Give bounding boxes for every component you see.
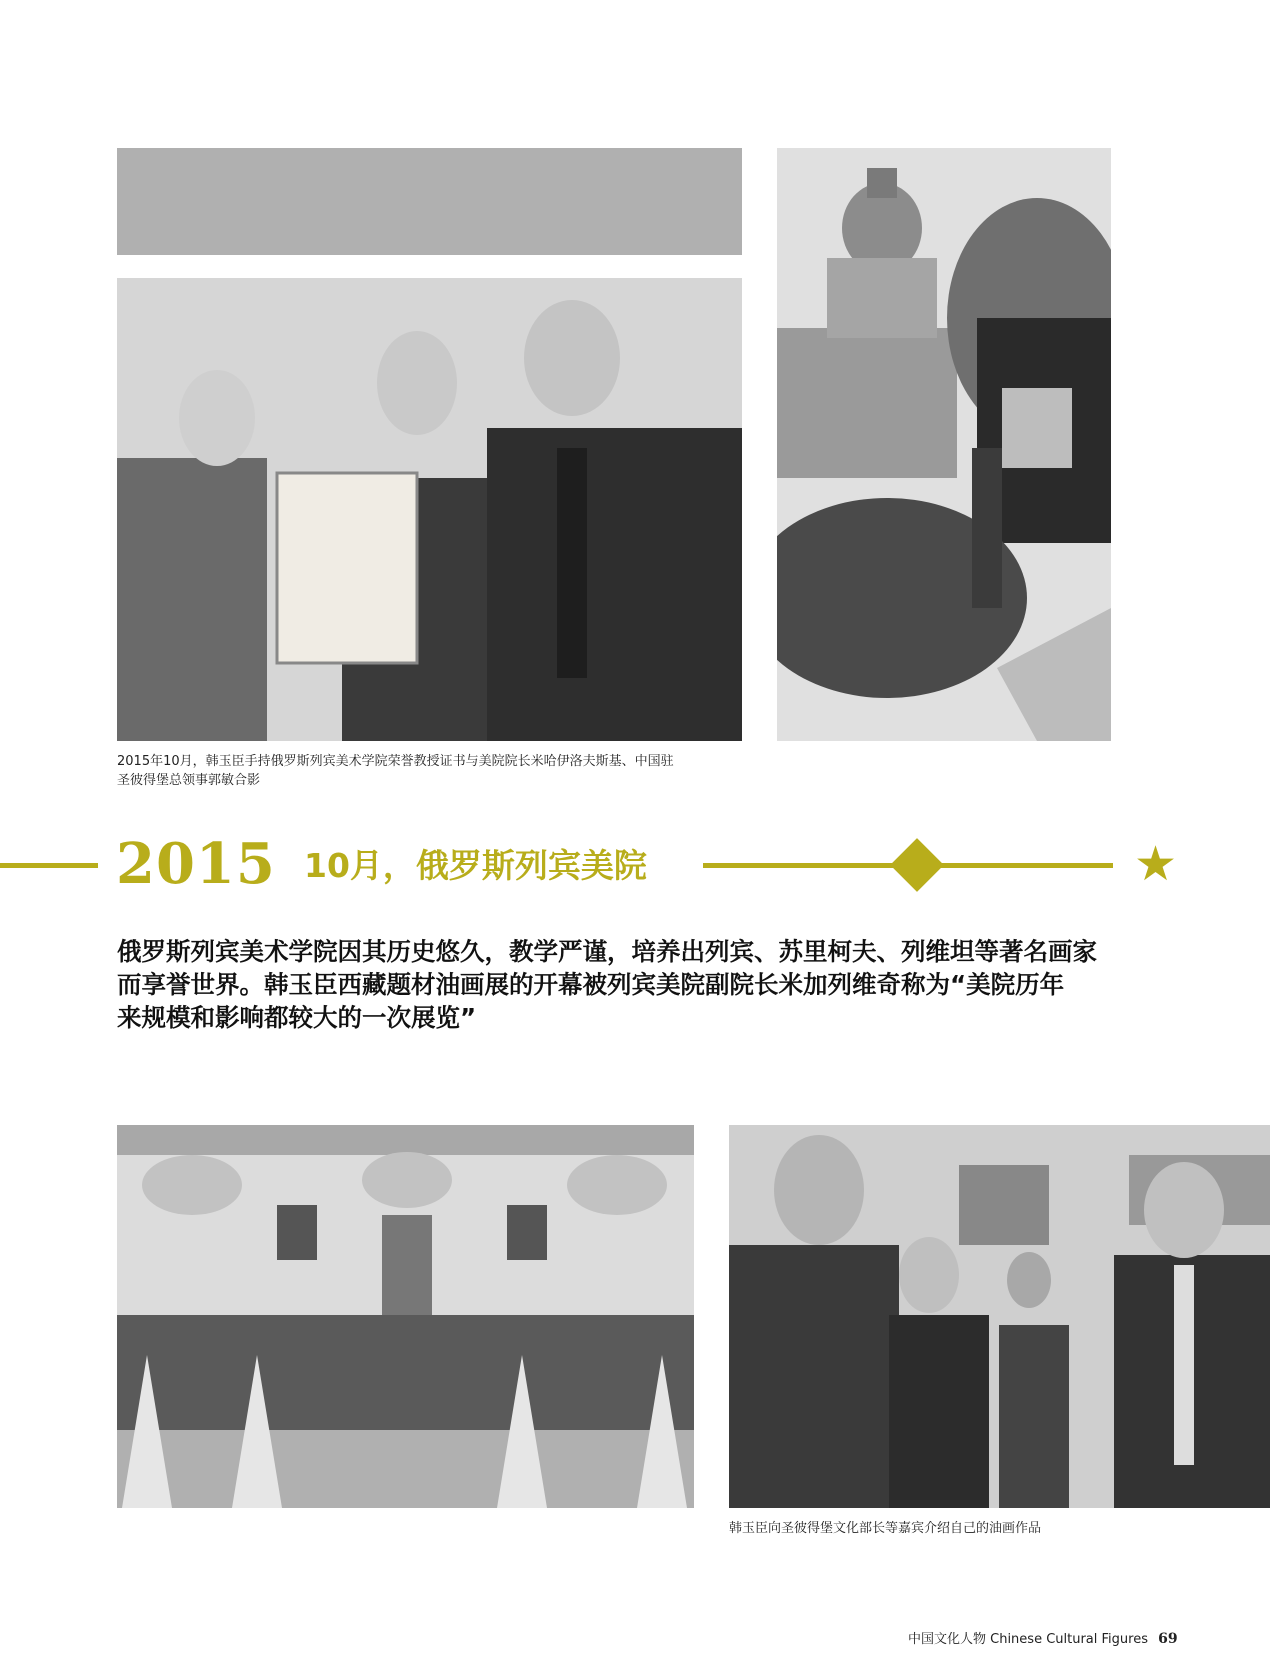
heading-left-rule	[0, 863, 98, 868]
body-paragraph	[117, 935, 1177, 1034]
gallery-caption: 韩玉臣向圣彼得堡文化部长等嘉宾介绍自己的油画作品	[729, 1521, 1042, 1536]
star-icon: ★	[1134, 836, 1178, 892]
gallery-photo	[729, 1125, 1270, 1508]
footer	[908, 1628, 1178, 1647]
body-line-3: 来规模和影响都较大的一次展览”	[117, 1003, 477, 1032]
heading-title: 10月，俄罗斯列宾美院	[304, 846, 647, 885]
heading-year: 2015	[116, 831, 276, 897]
body-line-2: 而享誉世界。韩玉臣西藏题材油画展的开幕被列宾美院副院长米加列维奇称为“美院历年	[117, 970, 1065, 999]
diploma-photo	[117, 278, 742, 741]
footer-magazine: 中国文化人物 Chinese Cultural Figures	[908, 1632, 1148, 1647]
hall-photo	[117, 1125, 694, 1508]
diploma-caption	[117, 752, 757, 790]
diploma-caption-line2: 圣彼得堡总领事郭敏合影	[117, 773, 261, 788]
page-number: 69	[1158, 1631, 1178, 1647]
cathedral-photo	[777, 148, 1111, 741]
grey-band	[117, 148, 742, 255]
diamond-icon	[890, 838, 944, 892]
diploma-caption-line1: 2015年10月，韩玉臣手持俄罗斯列宾美术学院荣誉教授证书与美院院长米哈伊洛夫斯基、中国驻	[117, 754, 674, 769]
body-line-1: 俄罗斯列宾美术学院因其历史悠久，教学严谨，培养出列宾、苏里柯夫、列维坦等著名画家	[117, 937, 1097, 966]
